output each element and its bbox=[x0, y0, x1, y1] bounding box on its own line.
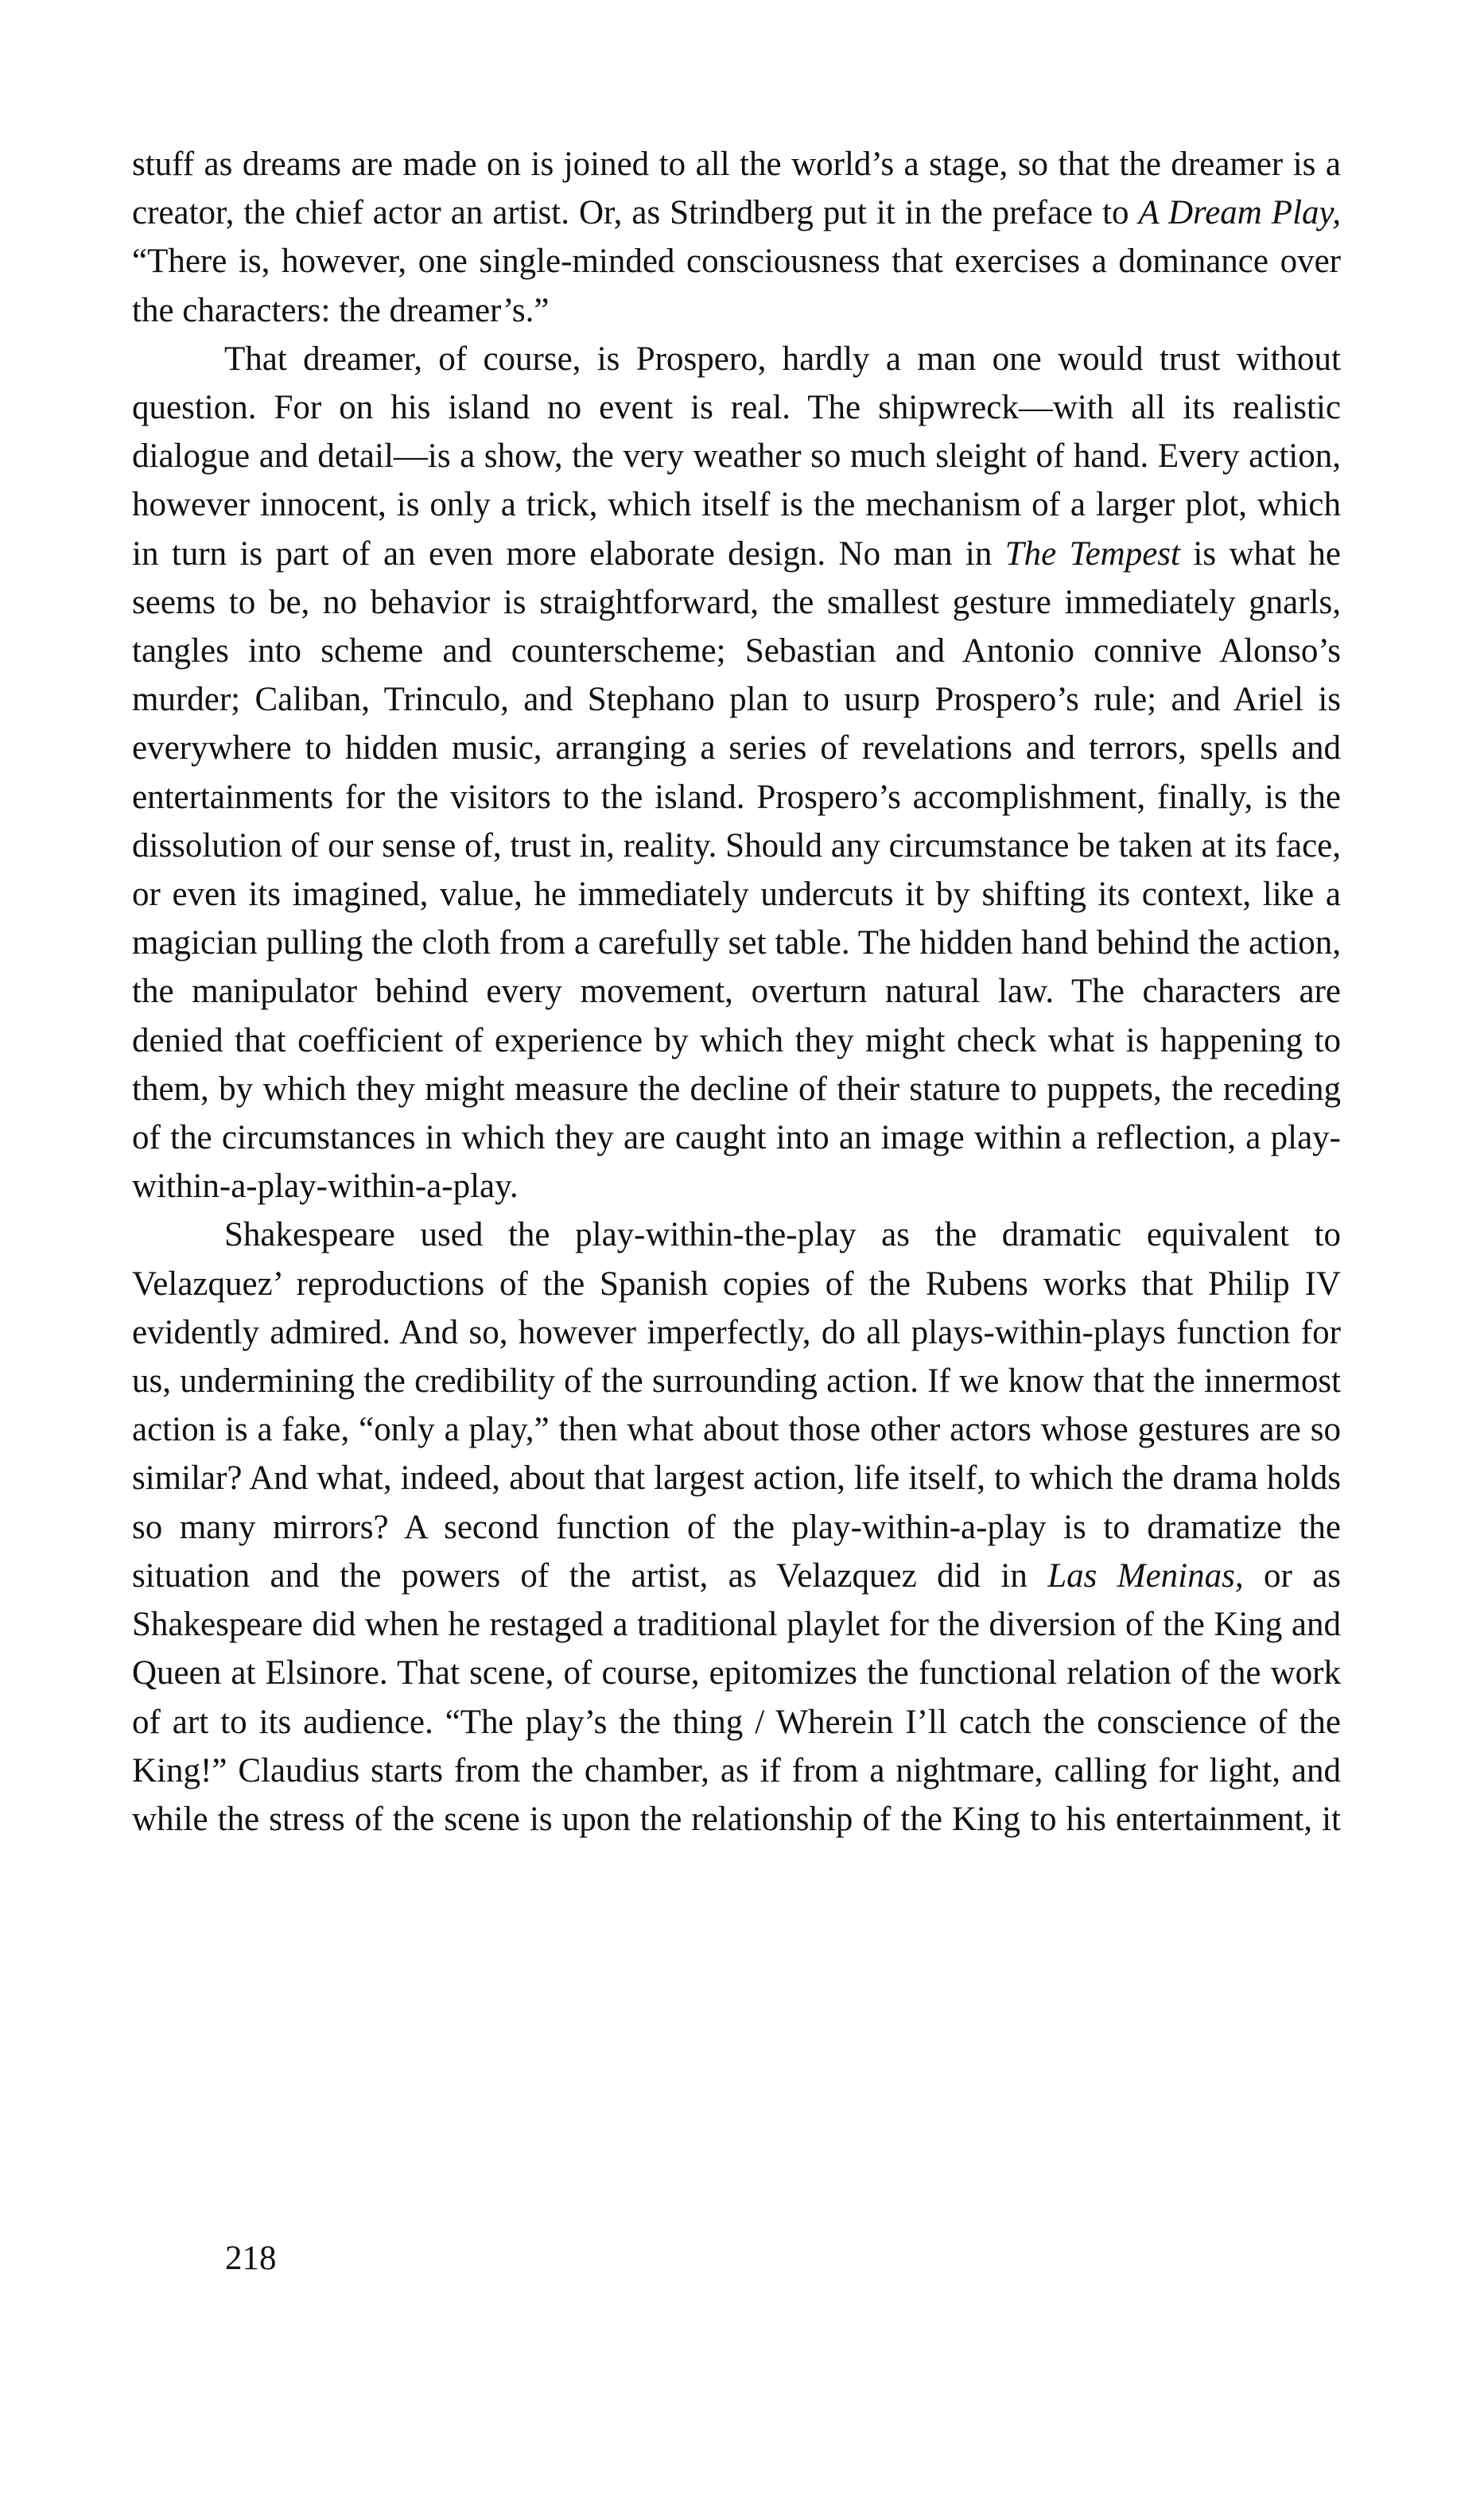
italic-title-the-tempest: The Tempest bbox=[1004, 534, 1180, 573]
paragraph-3 bbox=[132, 1210, 1341, 1844]
body-text bbox=[132, 140, 1341, 1844]
text-segment: stuff as dreams are made on is joined to all the world’s a stage, so that the dreamer is a creator, the chief actor an artist. Or, as Strindberg put it in the preface to bbox=[132, 146, 1341, 232]
text-segment: or as Shakespeare did when he restaged a traditional playlet for the diversion of the King and Queen at Elsinore. That scene, of course, epitomizes the functional relation of the work of art to its audience. “The play’s the thing / Wherein I’ll catch the conscience of the King!” Claudius starts from the chamber, as if from a nightmare, calling for light, and while the stress of the scene is upon the relationship of the King to his entertainment, it bbox=[132, 1556, 1342, 1838]
italic-title-las-meninas: Las Meninas, bbox=[1047, 1556, 1244, 1595]
text-segment: Shakespeare used the play-within-the-play as the dramatic equivalent to Velazquez’ reproductions of the Spanish copies of the Rubens works that Philip IV evidently admired. And so, however imperfectly, do all plays-within-plays function for us, undermining the credibility of the surrounding action. If we know that the innermost action is a fake, “only a play,” then what about those other actors whose gestures are so similar? And what, indeed, about that largest action, life itself, to which the drama holds so many mirrors? A second function of the play-within-a-play is to dramatize the situation and the powers of the artist, as Velazquez did in bbox=[132, 1216, 1341, 1595]
paragraph-1 bbox=[132, 140, 1341, 335]
text-segment: is what he seems to be, no behavior is straightforward, the smallest gesture immediately gnarls, tangles into scheme and counterscheme; Sebastian and Antonio connive Alonso’s murder; Caliban, Trinculo, and Stephano plan to usurp Prospero’s rule; and Ariel is everywhere to hidden music, arranging a series of revelations and terrors, spells and entertainments for the visitors to the island. Prospero’s accomplishment, finally, is the dissolution of our sense of, trust in, reality. Should any circumstance be taken at its face, or even its imagined, value, he immediately undercuts it by shifting its context, like a magician pulling the cloth from a carefully set table. The hidden hand behind the action, the manipulator behind every movement, overturn natural law. The characters are denied that coefficient of experience by which they might check what is happening to them, by which they might measure the decline of their stature to puppets, the receding of the circumstances in which they are caught into an image within a reflection, a play-within-a-play-within-a-play. bbox=[132, 534, 1341, 1206]
text-segment: “There is, however, one single-minded consciousness that exercises a dominance over the characters: the dreamer’s.” bbox=[132, 243, 1341, 329]
page-number: 218 bbox=[225, 2240, 277, 2277]
italic-title-a-dream-play: A Dream Play, bbox=[1138, 194, 1341, 232]
paragraph-2 bbox=[132, 335, 1341, 1211]
text-segment: That dreamer, of course, is Prospero, hardly a man one would trust without question. For on his island no event is real. The shipwreck—with all its realistic dialogue and detail—is a show, the very weather so much sleight of hand. Every action, however innocent, is only a trick, which itself is the mechanism of a larger plot, which in turn is part of an even more elaborate design. No man in bbox=[132, 340, 1341, 573]
